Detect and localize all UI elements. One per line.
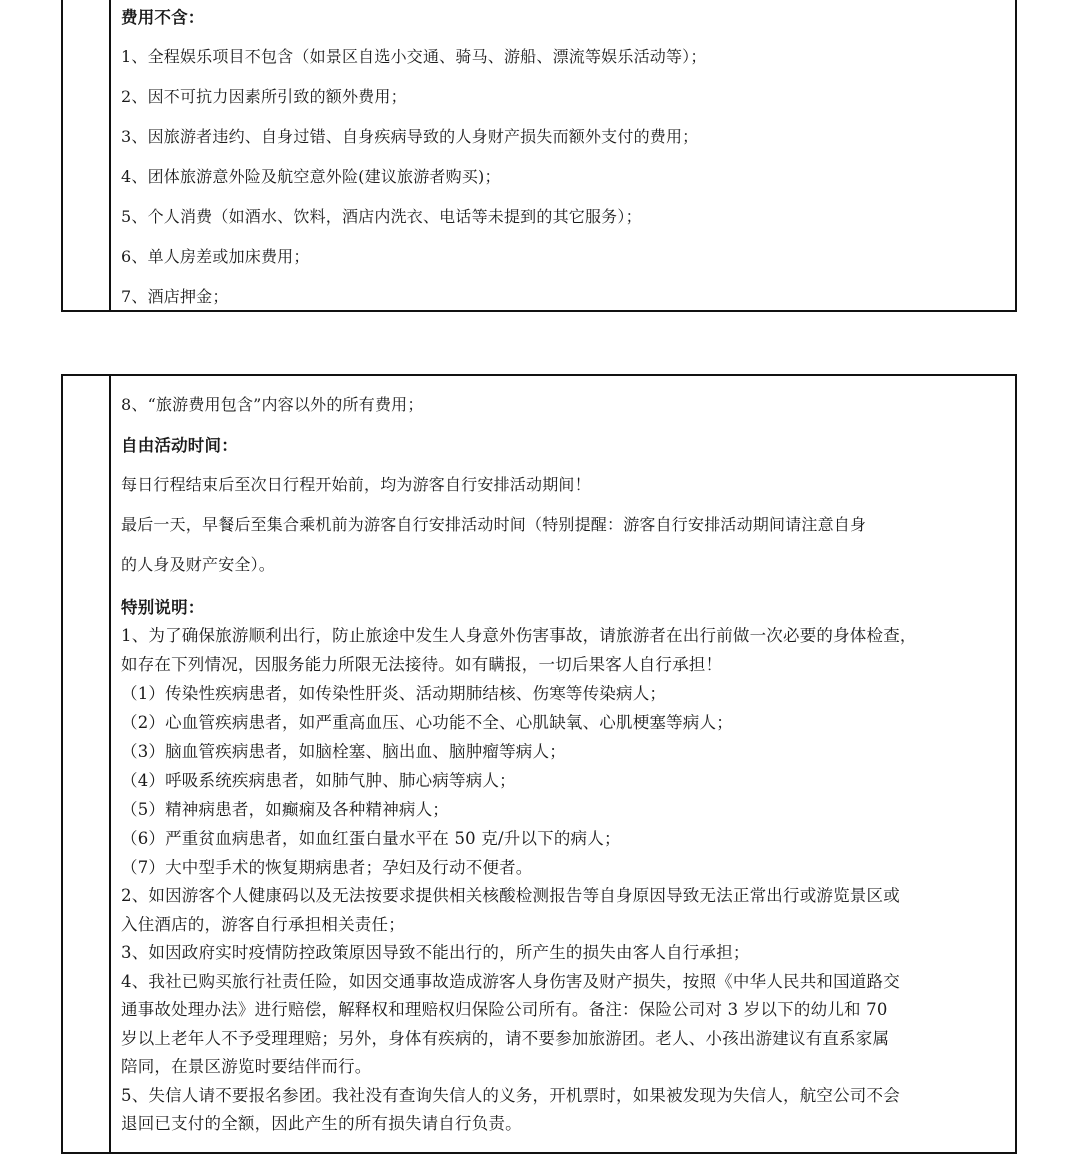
special-line-2: 如存在下列情况，因服务能力所限无法接待。如有瞒报，一切后果客人自行承担！ — [121, 655, 723, 674]
exclusion-item-2: 2、因不可抗力因素所引致的额外费用； — [121, 87, 407, 106]
notes-box — [61, 374, 1017, 1154]
exclusion-item-1: 1、全程娱乐项目不包含（如景区自选小交通、骑马、游船、漂流等娱乐活动等）； — [121, 47, 707, 66]
free-time-heading: 自由活动时间： — [121, 436, 238, 455]
special-line-15: 岁以上老年人不予受理理赔；另外，身体有疾病的，请不要参加旅游团。老人、小孩出游建议有直系家属 — [121, 1029, 890, 1048]
exclusion-item-6: 6、单人房差或加床费用； — [121, 247, 310, 266]
special-line-10: 2、如因游客个人健康码以及无法按要求提供相关核酸检测报告等自身原因导致无法正常出行或游览景区或 — [121, 886, 900, 905]
exclusion-item-8: 8、“旅游费用包含”内容以外的所有费用； — [121, 395, 424, 414]
special-line-8: （6）严重贫血病患者，如血红蛋白量水平在 50 克/升以下的病人； — [121, 829, 621, 848]
special-line-14: 通事故处理办法》进行赔偿，解释权和理赔权归保险公司所有。备注：保险公司对 3 岁以下的幼儿和 70 — [121, 1000, 888, 1019]
fee-exclusions-heading: 费用不含： — [121, 8, 205, 27]
free-time-line-3: 的人身及财产安全）。 — [121, 555, 276, 574]
fee-exclusions-box — [61, 0, 1017, 312]
exclusion-item-5: 5、个人消费（如酒水、饮料，酒店内洗衣、电话等未提到的其它服务）； — [121, 207, 642, 226]
special-line-1: 1、为了确保旅游顺利出行，防止旅途中发生人身意外伤害事故，请旅游者在出行前做一次必要的身体检查， — [121, 626, 917, 645]
column-divider — [109, 0, 111, 310]
free-time-line-2: 最后一天，早餐后至集合乘机前为游客自行安排活动时间（特别提醒：游客自行安排活动期间请注意自身 — [121, 515, 867, 534]
exclusion-item-3: 3、因旅游者违约、自身过错、自身疾病导致的人身财产损失而额外支付的费用； — [121, 127, 699, 146]
special-line-11: 入住酒店的，游客自行承担相关责任； — [121, 915, 405, 934]
special-line-16: 陪同，在景区游览时要结伴而行。 — [121, 1057, 372, 1076]
special-notes-heading: 特别说明： — [121, 598, 205, 617]
column-divider — [109, 376, 111, 1152]
special-line-3: （1）传染性疾病患者，如传染性肝炎、活动期肺结核、伤寒等传染病人； — [121, 684, 667, 703]
special-line-5: （3）脑血管疾病患者，如脑栓塞、脑出血、脑肿瘤等病人； — [121, 742, 566, 761]
special-line-7: （5）精神病患者，如癫痫及各种精神病人； — [121, 800, 449, 819]
free-time-line-1: 每日行程结束后至次日行程开始前，均为游客自行安排活动期间！ — [121, 475, 591, 494]
special-line-17: 5、失信人请不要报名参团。我社没有查询失信人的义务，开机票时，如果被发现为失信人，航空公司不会 — [121, 1086, 900, 1105]
exclusion-item-4: 4、团体旅游意外险及航空意外险(建议旅游者购买)； — [121, 167, 501, 186]
special-line-9: （7）大中型手术的恢复期病患者；孕妇及行动不便者。 — [121, 858, 533, 877]
special-line-12: 3、如因政府实时疫情防控政策原因导致不能出行的，所产生的损失由客人自行承担； — [121, 943, 750, 962]
special-line-13: 4、我社已购买旅行社责任险，如因交通事故造成游客人身伤害及财产损失，按照《中华人民共和国道路交 — [121, 972, 900, 991]
exclusion-item-7: 7、酒店押金； — [121, 287, 229, 306]
special-line-6: （4）呼吸系统疾病患者，如肺气肿、肺心病等病人； — [121, 771, 516, 790]
special-line-18: 退回已支付的全额，因此产生的所有损失请自行负责。 — [121, 1114, 522, 1133]
special-line-4: （2）心血管疾病患者，如严重高血压、心功能不全、心肌缺氧、心肌梗塞等病人； — [121, 713, 733, 732]
